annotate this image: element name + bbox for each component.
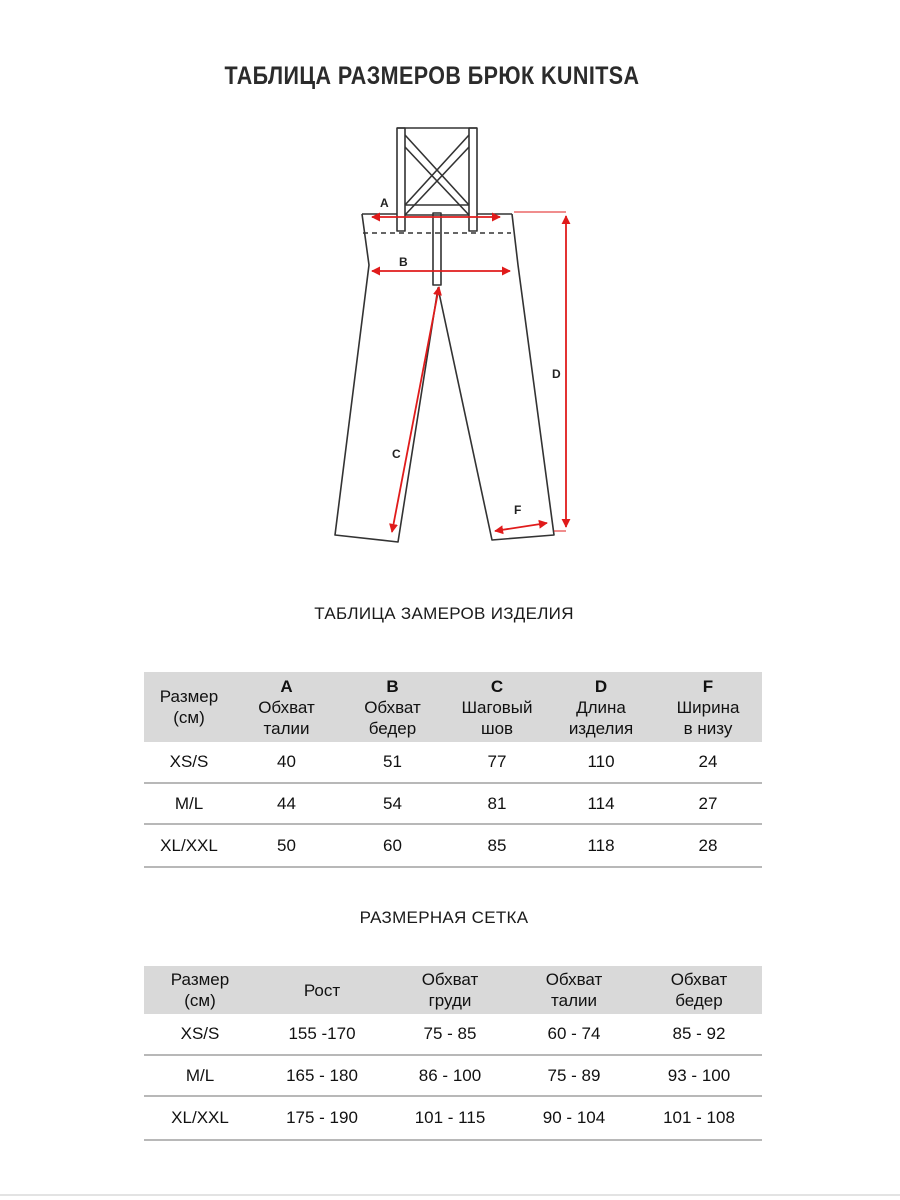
arrow-c: [392, 287, 439, 532]
right-strap: [469, 128, 477, 231]
table-row: [144, 1055, 762, 1096]
col-header-height: Рост: [303, 980, 341, 1000]
table-cell: 155 -170: [256, 1014, 388, 1055]
col-header-f: F Ширина в низу: [676, 676, 740, 738]
size-grid-header-row: [144, 966, 762, 1014]
table-cell: 40: [234, 742, 339, 783]
size-cell: XS/S: [144, 742, 234, 783]
table-cell: 24: [654, 742, 762, 783]
col-header-a: A Обхват талии: [258, 676, 315, 738]
trousers-outline: [335, 128, 554, 542]
size-grid-title: РАЗМЕРНАЯ СЕТКА: [359, 908, 529, 927]
table-cell: 90 - 104: [512, 1096, 636, 1140]
table-cell: 118: [548, 824, 654, 867]
table-cell: 114: [548, 783, 654, 824]
table-row: [144, 783, 762, 824]
table-cell: 75 - 85: [388, 1014, 512, 1055]
col-header-waist: Обхват талии: [545, 970, 603, 1010]
bottom-divider: [0, 1194, 900, 1196]
trousers-body: [335, 214, 554, 542]
strap-cross: [405, 135, 469, 215]
table-row: [144, 1096, 762, 1140]
left-strap: [397, 128, 405, 231]
size-header: Размер (см): [159, 687, 219, 727]
size-cell: XS/S: [144, 1014, 256, 1055]
col-header-b: B Обхват бедер: [364, 676, 421, 738]
size-cell: XL/XXL: [144, 824, 234, 867]
table-cell: 27: [654, 783, 762, 824]
col-header-c: C Шаговый шов: [461, 676, 533, 738]
table-cell: 101 - 115: [388, 1096, 512, 1140]
size-cell: M/L: [144, 1055, 256, 1096]
table-cell: 165 - 180: [256, 1055, 388, 1096]
size-cell: M/L: [144, 783, 234, 824]
table-cell: 51: [339, 742, 446, 783]
table-cell: 85 - 92: [636, 1014, 762, 1055]
table-cell: 75 - 89: [512, 1055, 636, 1096]
table-row: [144, 824, 762, 867]
label-d: D: [552, 367, 561, 381]
size-grid-table: [144, 966, 762, 1141]
measurements-table: [144, 672, 762, 868]
col-header-chest: Обхват груди: [421, 970, 479, 1010]
size-cell: XL/XXL: [144, 1096, 256, 1140]
table-cell: 54: [339, 783, 446, 824]
table-cell: 86 - 100: [388, 1055, 512, 1096]
col-header-d: D Длина изделия: [568, 676, 634, 738]
table-cell: 44: [234, 783, 339, 824]
fly: [433, 213, 441, 285]
page-title: ТАБЛИЦА РАЗМЕРОВ БРЮК KUNITSA: [224, 62, 640, 90]
label-f: F: [514, 503, 522, 517]
table-cell: 81: [446, 783, 548, 824]
table-row: [144, 742, 762, 783]
trousers-diagram: [320, 120, 590, 550]
label-c: C: [392, 447, 401, 461]
table-cell: 101 - 108: [636, 1096, 762, 1140]
table-cell: 93 - 100: [636, 1055, 762, 1096]
table-cell: 77: [446, 742, 548, 783]
table-cell: 110: [548, 742, 654, 783]
table-cell: 175 - 190: [256, 1096, 388, 1140]
col-header-hips: Обхват бедер: [670, 970, 728, 1010]
arrow-f: [495, 523, 547, 531]
table-cell: 85: [446, 824, 548, 867]
table-cell: 60: [339, 824, 446, 867]
table-cell: 28: [654, 824, 762, 867]
table-row: [144, 1014, 762, 1055]
table-cell: 50: [234, 824, 339, 867]
size-header: Размер (см): [170, 970, 230, 1010]
measurements-title: ТАБЛИЦА ЗАМЕРОВ ИЗДЕЛИЯ: [314, 604, 574, 623]
table-cell: 60 - 74: [512, 1014, 636, 1055]
measurements-header-row: [144, 672, 762, 742]
label-a: A: [380, 196, 389, 210]
label-b: B: [399, 255, 408, 269]
